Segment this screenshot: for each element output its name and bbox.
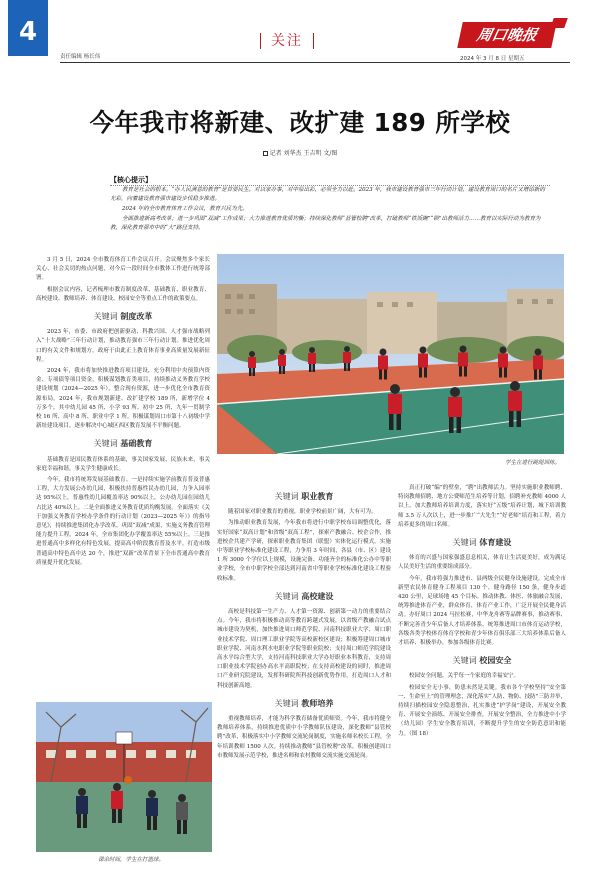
- newspaper-logo: 周口晚报: [457, 22, 557, 48]
- section-divider: [260, 33, 261, 49]
- article-paragraph: 重视教师培养，才能为科学教育储备优质师资。今年，我市将健全教师培养体系，持续推进优质中小学教师队伍建设，深化教师“县管校聘”改革，积极落实中小学教师交流轮岗制度，实施名师名校长工程，全年培训教师 1500 人次。持续推动教师“县管校聘”改革，积极创建周口市教师发展示范学校，推进名师和农村教师交流实施交流轮岗。: [217, 716, 391, 759]
- byline: [0, 148, 600, 157]
- article-paragraph: 3 月 5 日，2024 全市教育体育工作会议召开。会议聚焦多个家长关心、社会关切的热点问题，对今后一段时间全市教体工作进行统筹部署。: [36, 257, 210, 282]
- article-paragraph: 2023 年，市委、市政府把创新驱动、科教兴国、人才强市战略列入“十大战略”三年行动计划，推动教育强市三年行动计划。推进优化周口的有关文件和规划方，政府于由此正上教育体育事业高质量发展新征程。: [36, 329, 210, 363]
- article-paragraph: 体育的兴盛与国家强盛息息相关，体育让生活更美好，成为满足人民美好生活的重要组成部分。: [398, 555, 566, 571]
- keyword-heading: [398, 538, 566, 547]
- article-paragraph: 基础教育是国民教育体系的基础，事关国家发展、民族未来，事关家庭幸福和谐，事关学生健康成长。: [36, 456, 210, 472]
- section-title: [250, 30, 324, 50]
- keyword-heading: [217, 699, 391, 708]
- section-divider: [313, 33, 314, 49]
- keyword-word: 职业教育: [298, 492, 334, 501]
- keyword-label: 关键词: [452, 656, 477, 666]
- core-tag: 【核心提示】: [110, 176, 152, 184]
- keyword-heading: [398, 656, 566, 665]
- keyword-label: 关键词: [274, 492, 299, 501]
- keyword-label: 关键词: [274, 591, 299, 601]
- article-column-2: [217, 484, 391, 763]
- keyword-heading: [36, 439, 210, 448]
- byline-text: 记者 刘华杰 王吉明 文/图: [269, 150, 338, 157]
- keyword-word: 高校建设: [298, 591, 334, 601]
- core-paragraph: 全面推进新高考改革；进一步巩固“双减”工作成果；大力推进教育优质均衡；持续深化教师“县管校聘”改革，打破教师“铁饭碗”“锁”出教师活力……教育以实际行动为教育为教，深化教育强市中的“大”路径支持。: [110, 216, 541, 231]
- keyword-word: 校园安全: [476, 656, 512, 666]
- square-icon: [263, 151, 268, 156]
- keyword-heading: [217, 492, 391, 501]
- core-summary-box: [110, 175, 550, 249]
- core-divider: [110, 185, 550, 186]
- article-paragraph: 2024 年，我市将加快推进教育项目建设，充分利用中央预算内资金、专项债等项目资金，积极谋划教育类项目，持续推动义务教育学校建设规划（2024—2025 年），整合现有资源，进一步优化全市教育资源布局。2024 年，我市规划新建、改扩建学校 189 所，新增学位 4 万多个。其中幼儿园 45 所、小学 93 所、初中 25 所、九年一贯制学校 16 所、高中 8 所、职业中学 1 所。积极谋划周口市第十八初级中学新址建设项目，逐步解决中心城区西区教育发展不平衡问题。: [36, 368, 210, 430]
- masthead-rule: [60, 62, 570, 63]
- core-paragraphs: [110, 186, 550, 233]
- keyword-label: 关键词: [452, 538, 477, 548]
- photo1-caption: 学生在进行跳绳训练。: [505, 460, 561, 466]
- keyword-label: 关键词: [93, 312, 118, 322]
- rope-skipping-illustration: [217, 254, 564, 454]
- article-column-1: [36, 256, 210, 570]
- page-number: 4: [8, 0, 48, 56]
- keyword-label: 关键词: [93, 439, 118, 449]
- headline: 今年我市将新建、改扩建 189 所学校: [89, 108, 511, 137]
- article-paragraph: 今年，我市将强力推进市、县两级全民健身设施建设，完成全市新型农民体育健身工程项目 130 个，健身路径 150 条，健身步道 420 公里，足球场地 45 个目标。推动体教、体医、体旅融合发展，统筹推进体育产业，群众体育，体育产业工作，广泛开展全民健身活动。办好周口 2024 马拉松赛，中华龙舟赛等品牌赛事，推动赛事、不断完善青少年后备人才培养体系。统筹推进周口市体育运动学校，各级各类学校体育体育学校和青少年体育俱乐部三大培养体系后备人才培养、积极举办，参加各级体育比赛。: [398, 575, 566, 647]
- core-paragraph: 2024 年的全市教育体育工作会议，教育兴民为先。: [122, 206, 248, 212]
- article-paragraph: 今年，我市将统筹发展基础教育。一是持续实施学前教育普及普惠工程，大力发展公办幼儿园，积极扶持普惠性民办幼儿园，力争入园率达 95%以上，普惠性幼儿园覆盖率达 90%以上，公办幼儿园在园幼儿占比达 40%以上。二是全面推进义务教育优质均衡发展。全面落实《关于加强义务教育学校办学条件的行动计划（2023—2025 年）》的指导意见》，持续推进集团化办学改革，巩固“双减”成果，实施义务教育管理能力提升工程。2024 年，全市集团化办学覆盖率达 55%以上。三是推进普通高中多样化有特色发展，提高高中阶段教育普及水平。打造市级普通高中特色高中达 20 个，推进“双新”改革背景下全市普通高中教育质量提升优化发展。: [36, 477, 210, 566]
- keyword-heading: [36, 312, 210, 321]
- keyword-label: 关键词: [274, 698, 299, 708]
- photo2-caption: 课余时间，学生在打篮球。: [98, 857, 165, 863]
- keyword-word: 教师培养: [298, 698, 334, 708]
- keyword-heading: [217, 592, 391, 601]
- core-paragraph: 教育是社会的根本。“办人民满意的教育”是首要民生。对以家办事，对中原出彩，必须全力以赴。2023 年，我市建设教育强市三年行动计划，建设教育周口的名片又增添新的光彩，向着建设教育强市建设步伐稳步推进。: [110, 187, 545, 202]
- article-column-3: [398, 484, 566, 741]
- logo-flag-mark: [550, 18, 568, 28]
- article-paragraph: 高校是科技第一生产力、人才第一资源、创新第一动力的重要结合点。今年，我市将积极推动高等教育跨越式发展，以省级产教融合试点城市建设为契机，加快推进周口师范学院、河南科技职业大学、周口职业技术学院、周口理工职业学院等高校新校区建设；积极筹建周口城市职业学院、河南水利水电职业学院等职业院校；支持周口师范学院建设高水平综合型大学，支持河南科技职业大学办好职业本科教育，支持周口职业技术学院创办高水平高职院校；在支持高校建设的同时，推进周口产业研究院建设，发挥科研院所科技创新优势作用，打造周口人才和科技创新高地。: [217, 609, 391, 689]
- editors-line: 责任编辑 杨长伟: [60, 54, 101, 60]
- rope-skipping-photo: [217, 254, 564, 454]
- basketball-illustration: [36, 702, 212, 852]
- article-paragraph: 真正打破“编”的壁垒，“聘”出教师活力。坚持实施职业教师聘、特岗教师招聘、地方公费师范生培养等计划，招聘补充教师 4000 人以上。加大教师培养培训力度，落实好“五级”培养计划，城下培训教师 3.5 万人次以上，进一步推广“大先生”“好老师”培育和工程，着力培养更多的周口名师。: [398, 485, 566, 528]
- keyword-word: 基础教育: [117, 439, 153, 449]
- article-paragraph: 随着国家对职业教育的重视，职业学校前景广阔，大有可为。: [228, 509, 377, 516]
- article-paragraph: 为推动职业教育发展，今年我市将进行中职学校布局调整优化，落实好国家“双高计划”和省级“双高工程”，探索产教融合、校企合作，推进校企共建产学研，探索职业教育集团（联盟）实体化运行模式。实施中等职业学校标准化建设工程，力争用 3 年时间，各县（市、区）建设 1 所 3000 个学位以上规模，设施完备、功能齐全的标准化公办中等职业学校，全市中职学校全部达到河南省中等职业学校标准化建设工程验收标准。: [217, 520, 391, 582]
- section-label: 关注: [271, 33, 303, 49]
- basketball-photo: [36, 702, 212, 852]
- keyword-word: 体育建设: [476, 538, 512, 548]
- article-paragraph: 根据会议内容，记者梳理市教育制度改革、基础教育、职业教育、高校建设、教师培养、体育建设、校园安全等重点工作的政策要点。: [36, 286, 210, 302]
- article-paragraph: 校园安全无小事，防患未然是关键。我市各个学校坚持“安全第一、生命至上”的管理理念，深化落实“人防、物防、技防”三防并举，持续扫描校园安全隐患整治，扎实推进“护学岗”建设，开展安全教育、开展安全演练、开展安全排查，开展安全整治，全力推进中小学（幼儿园）学生安全教育培训，不断提升学生的安全防范意识和能力。（图 18）: [398, 684, 566, 737]
- article-paragraph: 校园安全问题，关乎每一个家庭的幸福安宁。: [409, 673, 520, 680]
- dateline: 2024 年 3 月 8 日 星期五: [460, 56, 525, 62]
- keyword-word: 制度改革: [117, 312, 153, 322]
